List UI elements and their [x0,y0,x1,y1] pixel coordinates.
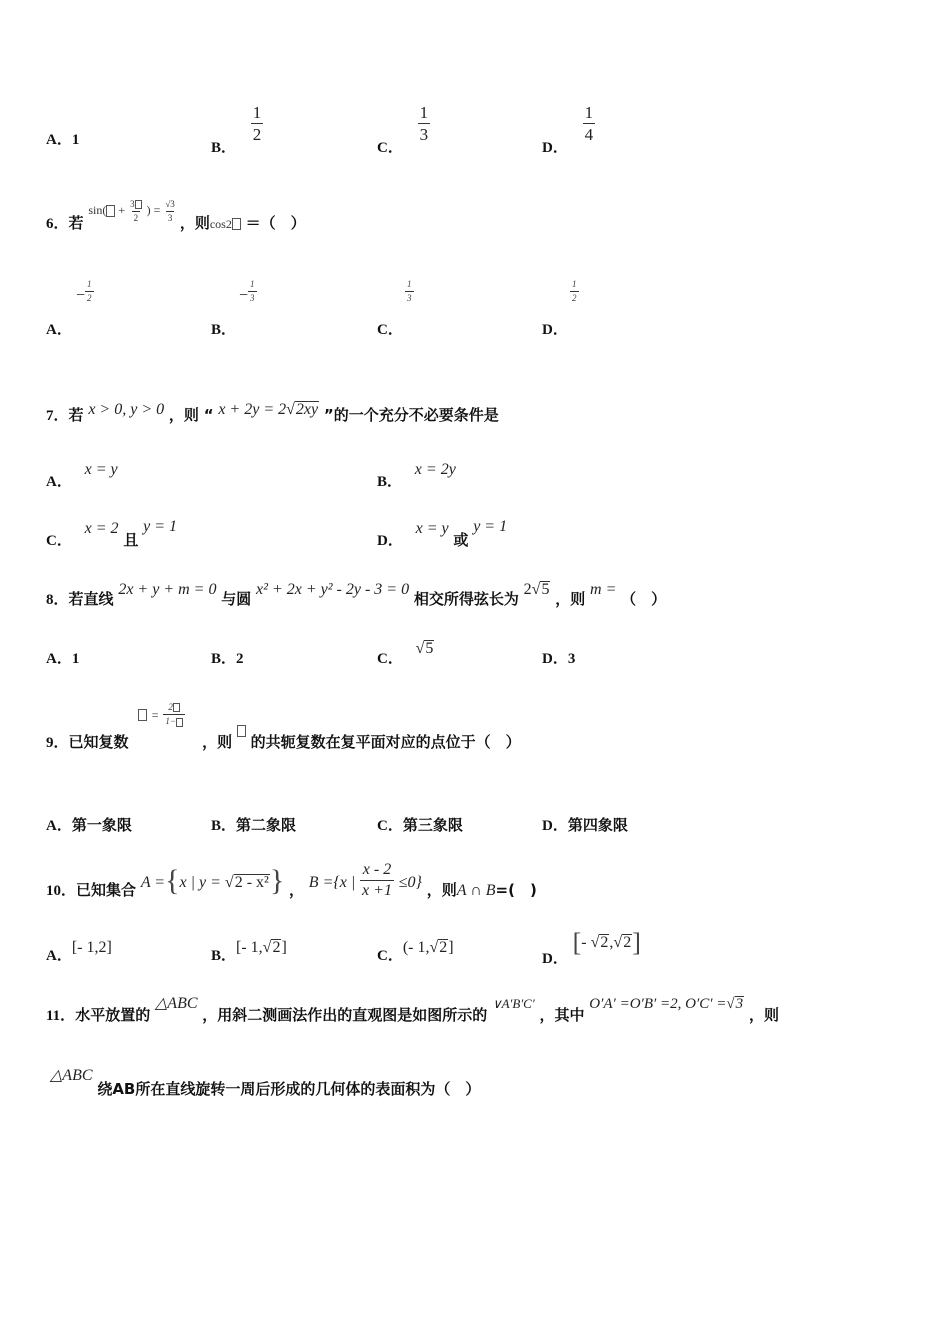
q6-option-b: − $\frac{1}{3}$ B． [211,279,255,338]
pi-placeholder-icon [135,200,142,209]
i-placeholder-icon [173,703,180,712]
question-8: 8．若直线 2x + y + m = 0 与圆 x² + 2x + y² - 2y - 3 = 0 相交所得弦长为 2√5 ，则 m = （ ） [46,581,667,608]
question-11: 11．水平放置的 △ABC ，用斜二测画法作出的直观图是如图所示的 ∨A′B′C′ ，其中 O′A′ =O′B′ =2, O′C′ =√3 ，则 [46,995,779,1024]
i-placeholder-icon [176,718,183,727]
q7-option-d: D． x = y 或 y = 1 [377,518,508,549]
q8-option-d: D．3 [542,651,576,667]
z-placeholder-icon [237,725,246,737]
q10-option-d: D． [- √2,√2] [542,928,641,967]
question-11-line2: △ABC 绕AB所在直线旋转一周后形成的几何体的表面积为（ ） [50,1067,481,1098]
q9-option-a: A．第一象限 [46,816,132,834]
q5-option-d: D． $\frac{1}{4}$ [542,103,594,156]
z-placeholder-icon [138,709,147,721]
q8-option-b: B．2 [211,651,244,667]
q10-option-a: A．[- 1,2] [46,939,112,964]
q8-option-a: A．1 [46,651,80,667]
alpha-placeholder-icon [232,218,241,230]
question-9: 9．已知复数 ，则 的共轭复数在复平面对应的点位于（ ） [46,731,521,752]
q5-option-b: B． $\frac{1}{2}$ [211,103,262,156]
q6-condition: sin( + $\frac{3}{2}$ ) = $\frac{√3}{3}$ [88,198,175,223]
q9-option-b: B．第二象限 [211,816,297,834]
q10-option-b: B．[- 1,√2] [211,939,287,964]
q7-option-b: B． x = 2y [377,461,456,490]
q9-complex-def: = $\frac{2}{1-}$ [138,703,185,727]
alpha-placeholder-icon [106,205,115,217]
q9-option-d: D．第四象限 [542,816,628,834]
question-7: 7．若 x > 0, y > 0 ，则 “ x + 2y = 2√2xy ”的一个充分不必要条件是 [46,401,499,424]
q10-option-c: C．(- 1,√2] [377,939,454,964]
q5-option-c: C． $\frac{1}{3}$ [377,103,429,156]
q6-option-c: $\frac{1}{3}$ C． [377,279,412,338]
q6-option-a: − $\frac{1}{2}$ A． [46,279,92,338]
q6-option-d: $\frac{1}{2}$ D． [542,279,577,338]
q8-option-c: C． √5 [377,640,434,667]
q5-option-a: A．1 [46,132,80,148]
q7-option-a: A． x = y [46,461,118,490]
q7-option-c: C． x = 2 且 y = 1 [46,518,178,549]
question-6: 6．若 sin( + $\frac{3}{2}$ ) = $\frac{√3}{3}$ ，则$_{cos2}$ ＝（ ） [46,198,306,232]
question-10: 10．已知集合 A ={x | y = √2 - x²} ， B ={x | $\frac{x - 2}{x +1}$ ≤0} ，则A ∩ B=( ) [46,861,537,899]
q9-option-c: C．第三象限 [377,816,463,834]
